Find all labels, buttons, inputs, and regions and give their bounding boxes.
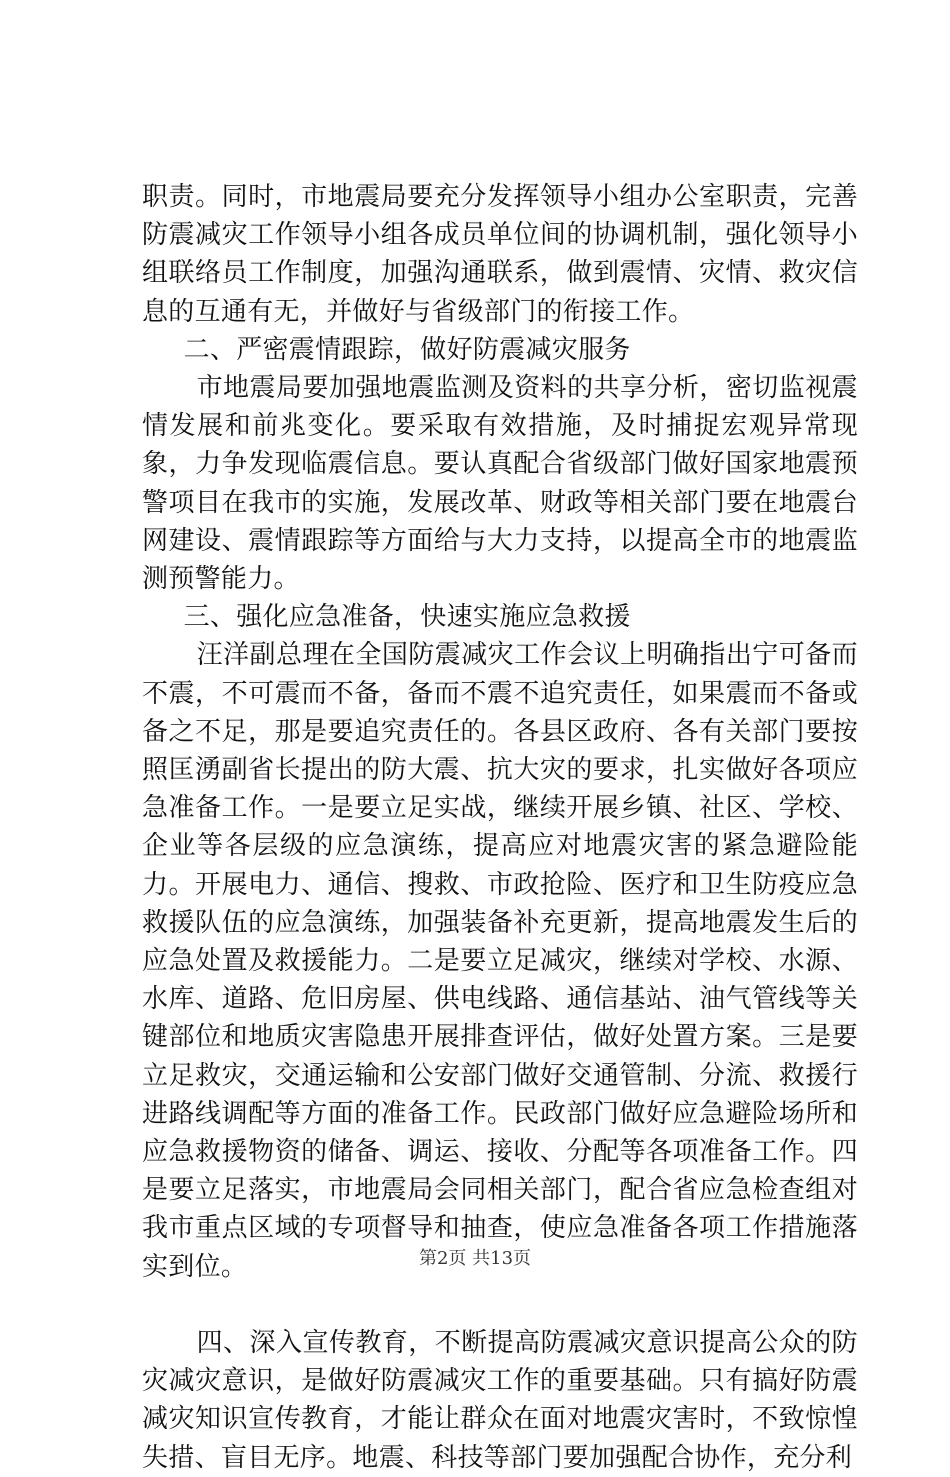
- page-footer: 第2页 共13页: [418, 1248, 532, 1269]
- section-heading-2: 二、严密震情跟踪，做好防震减灾服务: [183, 334, 631, 365]
- paragraph-emergency-preparation: 汪洋副总理在全国防震减灾工作会议上明确指出宁可备而不震，不可震而不备，备而不震不追究责任，如果震而不备或备之不足，那是要追究责任的。各县区政府、各有关部门要按照匡湧副省长提出的防大震、抗大灾的要求，扎实做好各项应急准备工作。一是要立足实战，继续开展乡镇、社区、学校、企业等各层级的应急演练，提高应对地震灾害的紧急避险能力。开展电力、通信、搜救、市政抢险、医疗和卫生防疫应急救援队伍的应急演练，加强装备补充更新，提高地震发生后的应急处置及救援能力。二是要立足减灾，继续对学校、水源、水库、道路、危旧房屋、供电线路、通信基站、油气管线等关键部位和地质灾害隐患开展排查评估，做好处置方案。三是要立足救灾，交通运输和公安部门做好交通管制、分流、救援行进路线调配等方面的准备工作。民政部门做好应急避险场所和应急救援物资的储备、调运、接收、分配等各项准备工作。四是要立足落实，市地震局会同相关部门，配合省应急检查组对我市重点区域的专项督导和抽查，使应急准备各项工作措施落实到位。: [142, 640, 858, 1282]
- paragraph-continuation: 职责。同时，市地震局要充分发挥领导小组办公室职责，完善防震减灾工作领导小组各成员单位间的协调机制，强化领导小组联络员工作制度，加强沟通联系，做到震情、灾情、救灾信息的互通有无，并做好与省级部门的衔接工作。: [142, 182, 858, 327]
- paragraph-monitoring: 市地震局要加强地震监测及资料的共享分析，密切监视震情发展和前兆变化。要采取有效措施，及时捕捉宏观异常现象，力争发现临震信息。要认真配合省级部门做好国家地震预警项目在我市的实施，发展改革、财政等相关部门要在地震台网建设、震情跟踪等方面给与大力支持，以提高全市的地震监测预警能力。: [142, 373, 858, 595]
- paragraph-education: 四、深入宣传教育，不断提高防震减灾意识提高公众的防灾减灾意识，是做好防震减灾工作的重要基础。只有搞好防震减灾知识宣传教育，才能让群众在面对地震灾害时，不致惊惶失措、盲目无序。地震、科技等部门要加强配合协作，充分利: [142, 1327, 858, 1473]
- section-heading-3: 三、强化应急准备，快速实施应急救援: [183, 602, 631, 633]
- document-body: [142, 178, 858, 1477]
- paragraph-spacer: [142, 1286, 858, 1324]
